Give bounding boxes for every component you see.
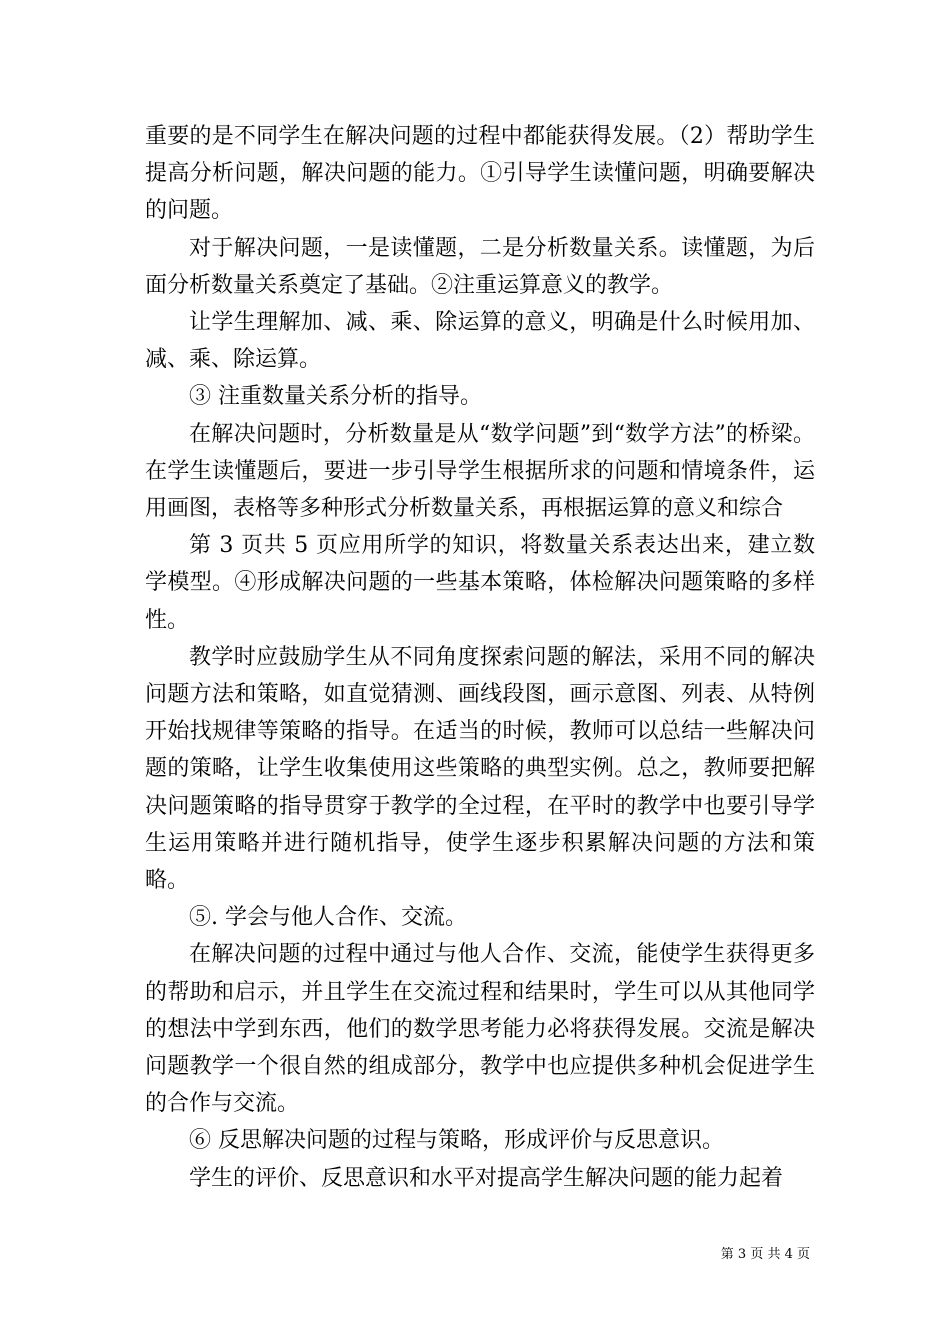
paragraph-4: ③ 注重数量关系分析的指导。 [189,384,482,410]
document-body [145,118,815,1197]
paragraph-2: 对于解决问题，一是读懂题，二是分析数量关系。读懂题，为后面分析数量关系奠定了基础。②注重运算意义的教学。 [145,235,815,298]
paragraph-9: 在解决问题的过程中通过与他人合作、交流，能使学生获得更多的帮助和启示，并且学生在交流过程和结果时，学生可以从其他同学的想法中学到东西，他们的数学思考能力必将获得发展。交流是解决问题教学一个很自然的组成部分，教学中也应提供多种机会促进学生的合作与交流。 [145,942,815,1117]
paragraph-10: ⑥ 反思解决问题的过程与策略，形成评价与反思意识。 [189,1128,724,1154]
paragraph-11: 学生的评价、反思意识和水平对提高学生解决问题的能力起着 [189,1165,784,1191]
paragraph-3: 让学生理解加、减、乘、除运算的意义，明确是什么时候用加、减、乘、除运算。 [145,310,815,373]
page-number-footer: 第 3 页 共 4 页 [720,1247,810,1262]
paragraph-6: 第 3 页共 5 页应用所学的知识，将数量关系表达出来，建立数学模型。④形成解决问题的一些基本策略，体检解决问题策略的多样性。 [145,533,815,633]
paragraph-1: 重要的是不同学生在解决问题的过程中都能获得发展。（2）帮助学生提高分析问题，解决问题的能力。①引导学生读懂问题，明确要解决的问题。 [145,124,815,224]
paragraph-7: 教学时应鼓励学生从不同角度探索问题的解法，采用不同的解决问题方法和策略，如直觉猜测、画线段图，画示意图、列表、从特例开始找规律等策略的指导。在适当的时候，教师可以总结一些解决问题的策略，让学生收集使用这些策略的典型实例。总之，教师要把解决问题策略的指导贯穿于教学的全过程，在平时的教学中也要引导学生运用策略并进行随机指导，使学生逐步积累解决问题的方法和策略。 [145,644,815,894]
paragraph-8: ⑤. 学会与他人合作、交流。 [189,905,467,931]
paragraph-5: 在解决问题时，分析数量是从“数学问题”到“数学方法”的桥梁。在学生读懂题后，要进一步引导学生根据所求的问题和情境条件，运用画图，表格等多种形式分析数量关系，再根据运算的意义和综合 [145,421,815,522]
